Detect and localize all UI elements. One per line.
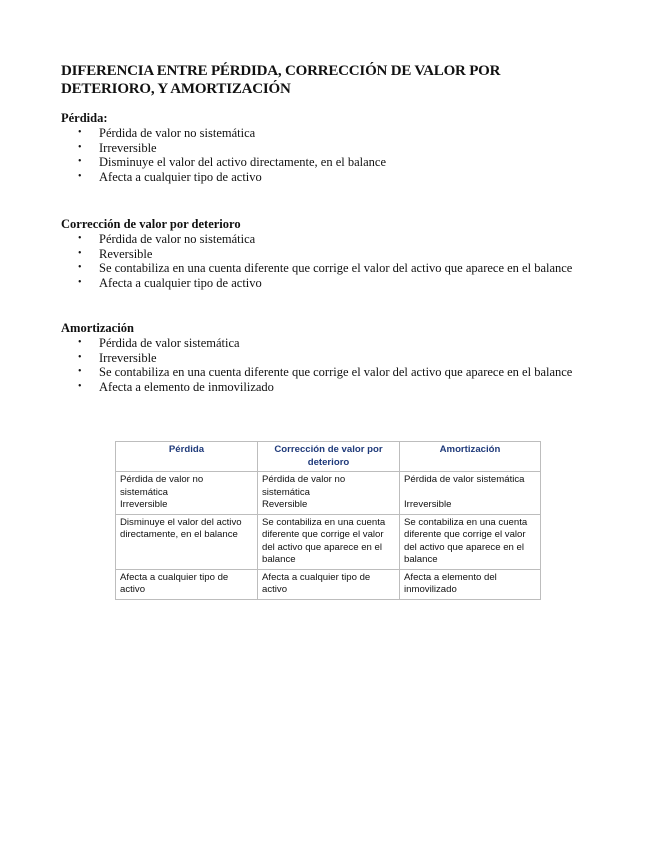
list-item: • Irreversible	[78, 350, 157, 365]
section-amortizacion	[61, 320, 621, 395]
list-item: • Afecta a cualquier tipo de activo	[78, 170, 262, 185]
list-item: • Se contabiliza en una cuenta diferente que corrige el valor del activo que aparece en el balance	[78, 365, 573, 380]
bullet-list	[61, 232, 621, 291]
section-heading: Amortización	[61, 321, 134, 335]
column-header-perdida: Pérdida	[116, 442, 258, 472]
table-cell: Pérdida de valor sistemática Irreversible	[400, 472, 541, 515]
bullet-icon: •	[78, 171, 82, 183]
bullet-icon: •	[78, 337, 82, 348]
bullet-icon: •	[78, 381, 82, 393]
bullet-icon: •	[78, 262, 82, 274]
comparison-table-wrapper	[115, 441, 541, 600]
bullet-icon: •	[78, 277, 82, 289]
section-correccion	[61, 216, 621, 291]
list-item: • Pérdida de valor no sistemática	[78, 232, 256, 246]
list-item: • Se contabiliza en una cuenta diferente que corrige el valor del activo que aparece en el balance	[78, 261, 573, 276]
list-item: • Disminuye el valor del activo directamente, en el balance	[78, 155, 387, 170]
table-cell: Afecta a elemento del inmovilizado	[400, 569, 541, 599]
bullet-icon: •	[78, 247, 82, 259]
list-item: • Afecta a elemento de inmovilizado	[78, 380, 274, 395]
table-cell: Pérdida de valor no sistemática Reversible	[258, 472, 400, 515]
table-header-row	[116, 442, 541, 472]
bullet-icon: •	[78, 366, 82, 378]
list-item: • Afecta a cualquier tipo de activo	[78, 276, 262, 291]
table-cell: Pérdida de valor no sistemática Irreversible	[116, 472, 258, 515]
table-row	[116, 569, 541, 599]
bullet-icon: •	[78, 156, 82, 168]
section-heading: Corrección de valor por deterioro	[61, 217, 241, 231]
document-title: DIFERENCIA ENTRE PÉRDIDA, CORRECCIÓN DE VALOR POR DETERIORO, Y AMORTIZACIÓN	[61, 63, 501, 97]
table-cell: Disminuye el valor del activo directamente, en el balance	[116, 514, 258, 569]
list-item: • Pérdida de valor sistemática	[78, 336, 240, 350]
bullet-icon: •	[78, 127, 82, 138]
table-row	[116, 514, 541, 569]
list-item: • Reversible	[78, 246, 153, 261]
section-perdida	[61, 110, 621, 185]
column-header-amortizacion: Amortización	[400, 442, 541, 472]
table-cell: Se contabiliza en una cuenta diferente que corrige el valor del activo que aparece en el balance	[400, 514, 541, 569]
bullet-icon: •	[78, 141, 82, 153]
bullet-list	[61, 336, 621, 395]
bullet-icon: •	[78, 351, 82, 363]
table-cell: Afecta a cualquier tipo de activo	[116, 569, 258, 599]
list-item: • Irreversible	[78, 140, 157, 155]
bullet-list	[61, 126, 621, 185]
table-cell: Afecta a cualquier tipo de activo	[258, 569, 400, 599]
column-header-correccion: Corrección de valor por deterioro	[258, 442, 400, 472]
bullet-icon: •	[78, 233, 82, 244]
comparison-table	[115, 441, 541, 600]
list-item: • Pérdida de valor no sistemática	[78, 126, 256, 140]
section-heading: Pérdida:	[61, 111, 108, 125]
table-cell: Se contabiliza en una cuenta diferente que corrige el valor del activo que aparece en el balance	[258, 514, 400, 569]
table-row	[116, 472, 541, 515]
